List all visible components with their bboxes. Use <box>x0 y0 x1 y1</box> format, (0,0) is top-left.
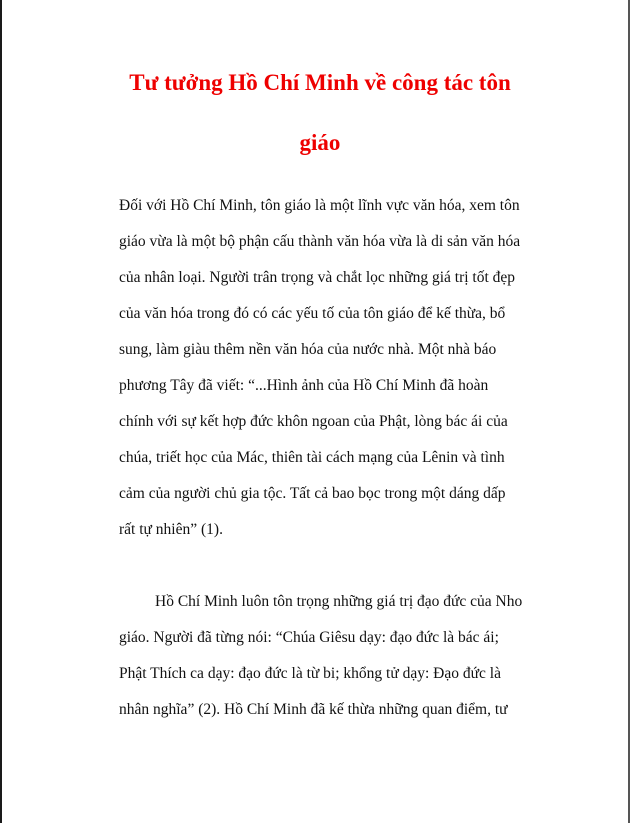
text-line: Hồ Chí Minh luôn tôn trọng những giá trị đạo đức của Nho <box>155 593 523 610</box>
text-line: chính với sự kết hợp đức khôn ngoan của Phật, lòng bác ái của <box>119 413 508 430</box>
text-line: giáo. Người đã từng nói: “Chúa Giêsu dạy: đạo đức là bác ái; <box>119 629 499 646</box>
text-line: rất tự nhiên” (1). <box>119 521 223 538</box>
text-line: sung, làm giàu thêm nền văn hóa của nước nhà. Một nhà báo <box>119 341 497 358</box>
document-title-line-2: giáo <box>299 130 341 155</box>
text-line: của văn hóa trong đó có các yếu tố của tôn giáo để kế thừa, bổ <box>119 305 506 322</box>
document-title-line-1: Tư tưởng Hồ Chí Minh về công tác tôn <box>129 70 511 95</box>
text-line: Đối với Hồ Chí Minh, tôn giáo là một lĩnh vực văn hóa, xem tôn <box>119 197 520 214</box>
text-line: chúa, triết học của Mác, thiên tài cách mạng của Lênin và tình <box>119 449 505 466</box>
text-line: nhân nghĩa” (2). Hồ Chí Minh đã kế thừa những quan điểm, tư <box>119 701 508 718</box>
text-line: giáo vừa là một bộ phận cấu thành văn hóa vừa là di sản văn hóa <box>119 233 521 250</box>
text-line: Phật Thích ca dạy: đạo đức là từ bi; khổng tử dạy: Đạo đức là <box>119 665 501 682</box>
text-line: của nhân loại. Người trân trọng và chắt lọc những giá trị tốt đẹp <box>119 269 516 286</box>
text-line: cảm của người chủ gia tộc. Tất cả bao bọc trong một dáng dấp <box>119 485 506 502</box>
text-line: phương Tây đã viết: “...Hình ảnh của Hồ Chí Minh đã hoàn <box>119 377 489 394</box>
